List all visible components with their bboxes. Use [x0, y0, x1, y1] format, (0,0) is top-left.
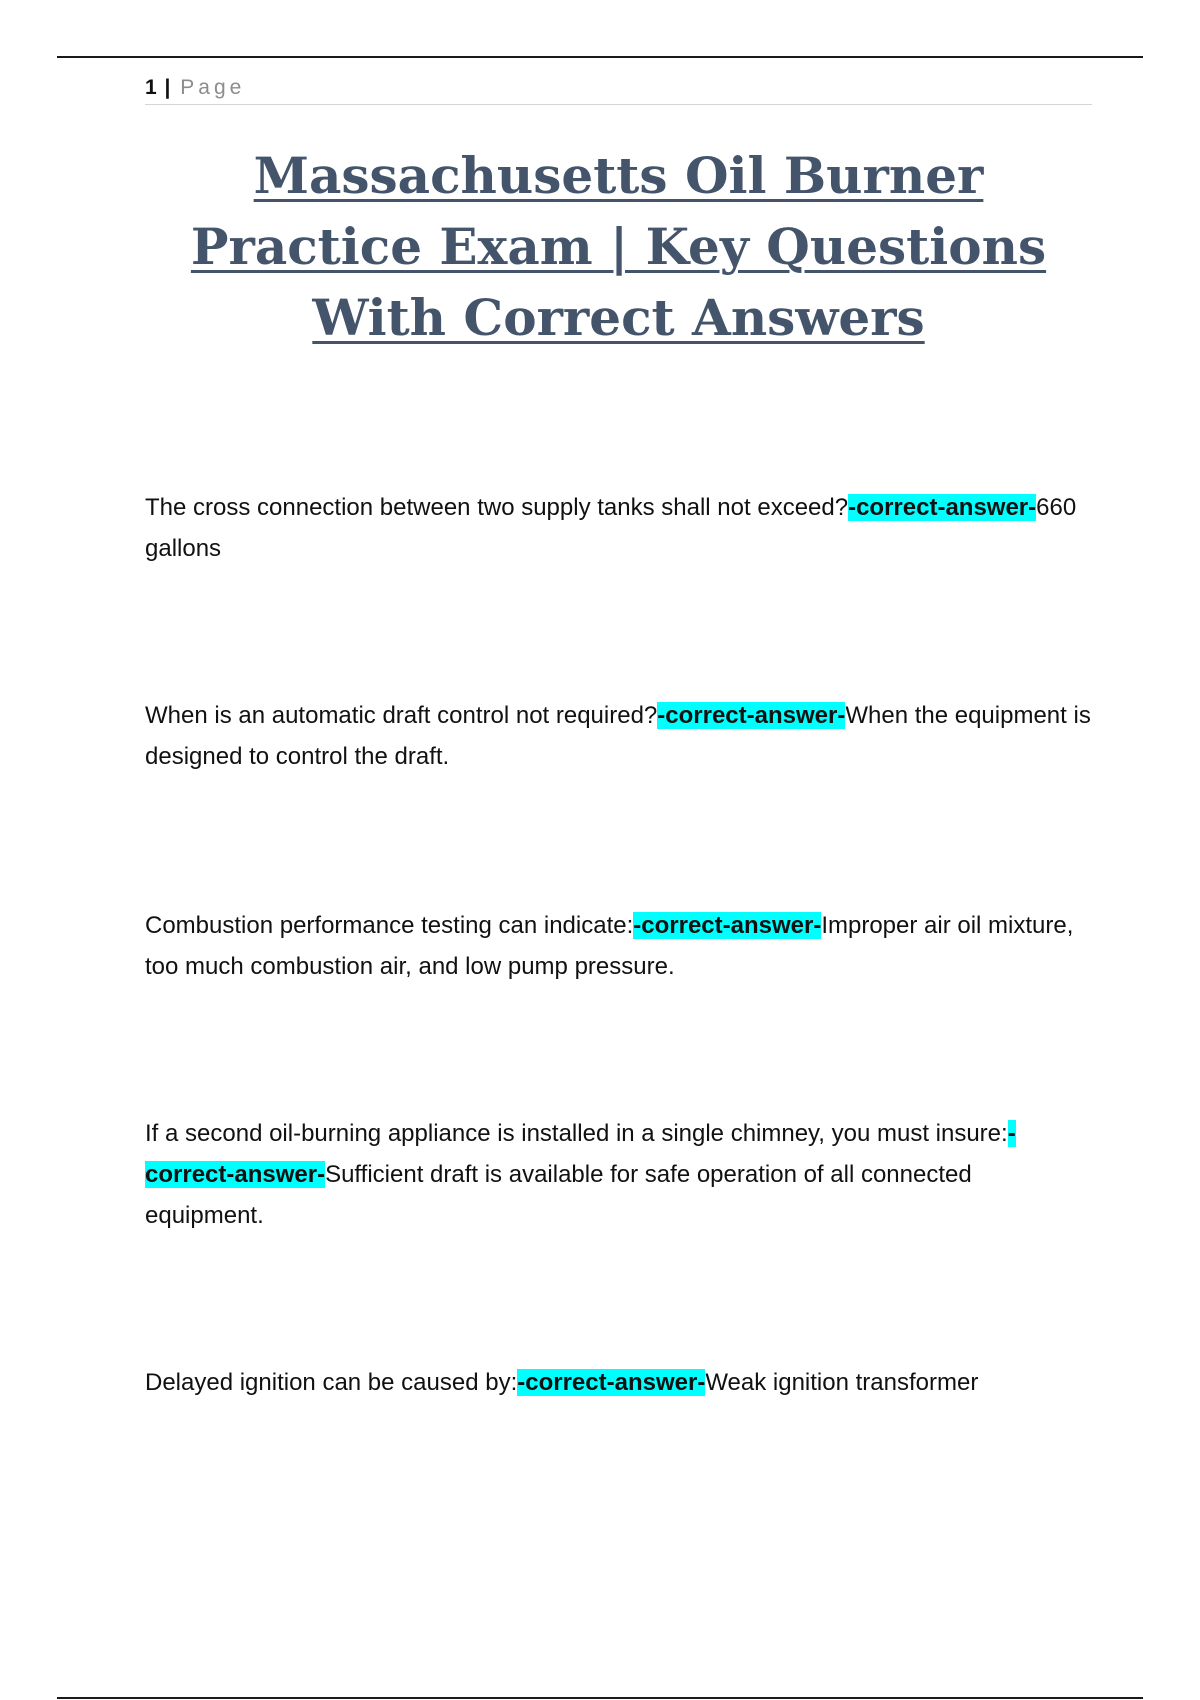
- question-text: If a second oil-burning appliance is installed in a single chimney, you must insure:: [145, 1120, 1008, 1147]
- answer-marker-highlight: -correct-answer-: [848, 494, 1037, 521]
- answer-text: Weak ignition transformer: [705, 1369, 979, 1396]
- question-text: Combustion performance testing can indicate:: [145, 912, 634, 939]
- answer-marker-highlight: -correct-answer-: [517, 1369, 706, 1396]
- question-text: The cross connection between two supply tanks shall not exceed?: [145, 494, 849, 521]
- top-border-line: [57, 56, 1143, 58]
- page-header: [145, 74, 1092, 105]
- page-separator: |: [164, 76, 171, 99]
- qa-item-2: [145, 695, 1095, 777]
- answer-text: When the equipment is designed to control the draft.: [145, 702, 1091, 770]
- answer-text: Sufficient draft is available for safe operation of all connected equipment.: [145, 1161, 972, 1229]
- answer-text: Improper air oil mixture, too much combustion air, and low pump pressure.: [145, 912, 1074, 980]
- answer-marker-highlight: -correct-answer-: [633, 912, 822, 939]
- qa-item-5: [145, 1362, 1095, 1403]
- qa-item-3: [145, 905, 1095, 987]
- page-label: Page: [180, 76, 246, 99]
- document-title: Massachusetts Oil Burner Practice Exam | Key Questions With Correct Answers: [190, 146, 1047, 347]
- answer-marker-highlight: -correct-answer-: [657, 702, 846, 729]
- question-text: Delayed ignition can be caused by:: [145, 1369, 518, 1396]
- qa-item-4: [145, 1113, 1095, 1236]
- qa-item-1: [145, 487, 1095, 569]
- bottom-border-line: [57, 1697, 1143, 1699]
- answer-text: 660 gallons: [145, 494, 1077, 562]
- page-number: 1: [145, 76, 157, 99]
- question-text: When is an automatic draft control not required?: [145, 702, 658, 729]
- answer-marker-highlight: -correct-answer-: [145, 1120, 1016, 1188]
